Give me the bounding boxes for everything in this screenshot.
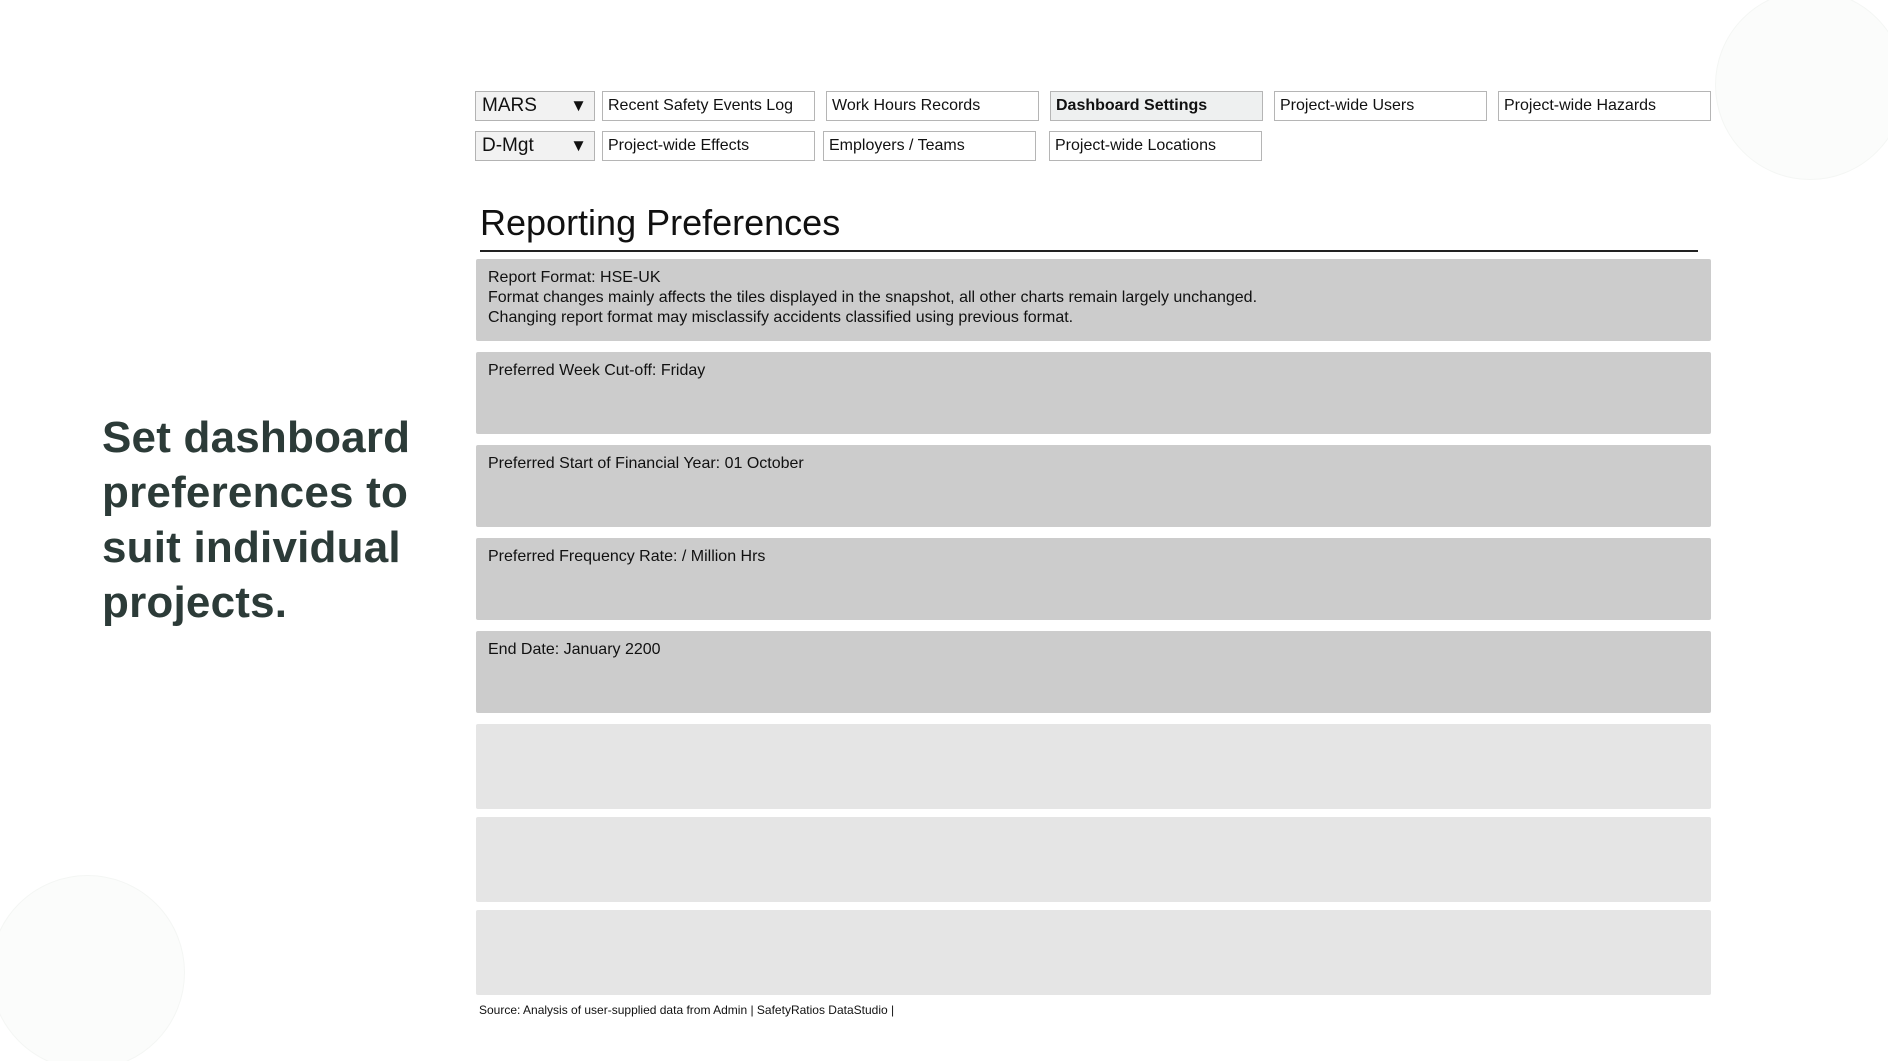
frequency-rate-panel[interactable]: [476, 538, 1711, 620]
report-format-panel[interactable]: [476, 259, 1711, 341]
nav-project-wide-hazards[interactable]: Project-wide Hazards: [1498, 91, 1711, 121]
panel-text: End Date: January 2200: [488, 641, 661, 658]
nav-project-wide-locations[interactable]: Project-wide Locations: [1049, 131, 1262, 161]
nav-work-hours-records[interactable]: Work Hours Records: [826, 91, 1039, 121]
page-title: Reporting Preferences: [480, 202, 841, 243]
panel-text: Preferred Start of Financial Year: 01 October: [488, 455, 804, 472]
nav-project-wide-users[interactable]: Project-wide Users: [1274, 91, 1487, 121]
empty-panel: [476, 817, 1711, 902]
panel-text: Format changes mainly affects the tiles displayed in the snapshot, all other charts remain largely unchanged.: [488, 289, 1258, 306]
nav-recent-safety-events-log[interactable]: Recent Safety Events Log: [602, 91, 815, 121]
source-footnote: Source: Analysis of user-supplied data from Admin | SafetyRatios DataStudio |: [479, 1003, 895, 1017]
department-selector-value: D-Mgt: [482, 135, 534, 156]
financial-year-panel[interactable]: [476, 445, 1711, 527]
nav-project-wide-effects[interactable]: Project-wide Effects: [602, 131, 815, 161]
empty-panel: [476, 910, 1711, 995]
nav-dashboard-settings[interactable]: Dashboard Settings: [1050, 91, 1263, 121]
panel-text: Changing report format may misclassify accidents classified using previous format.: [488, 309, 1074, 326]
tagline: Set dashboard preferences to suit individual projects.: [102, 413, 411, 627]
decorative-circle: [0, 875, 185, 1061]
nav-employers-teams[interactable]: Employers / Teams: [823, 131, 1036, 161]
empty-panel: [476, 724, 1711, 809]
dropdown-arrow-icon: ▼: [570, 96, 587, 115]
title-divider: [480, 250, 1698, 252]
panel-text: Preferred Frequency Rate: / Million Hrs: [488, 548, 766, 565]
week-cutoff-panel[interactable]: [476, 352, 1711, 434]
department-selector[interactable]: [475, 131, 595, 161]
project-selector-value: MARS: [482, 95, 537, 116]
project-selector[interactable]: [475, 91, 595, 121]
decorative-circle: [1715, 0, 1888, 180]
end-date-panel[interactable]: [476, 631, 1711, 713]
panel-text: Preferred Week Cut-off: Friday: [488, 362, 706, 379]
panel-text: Report Format: HSE-UK: [488, 269, 661, 286]
dropdown-arrow-icon: ▼: [570, 136, 587, 155]
